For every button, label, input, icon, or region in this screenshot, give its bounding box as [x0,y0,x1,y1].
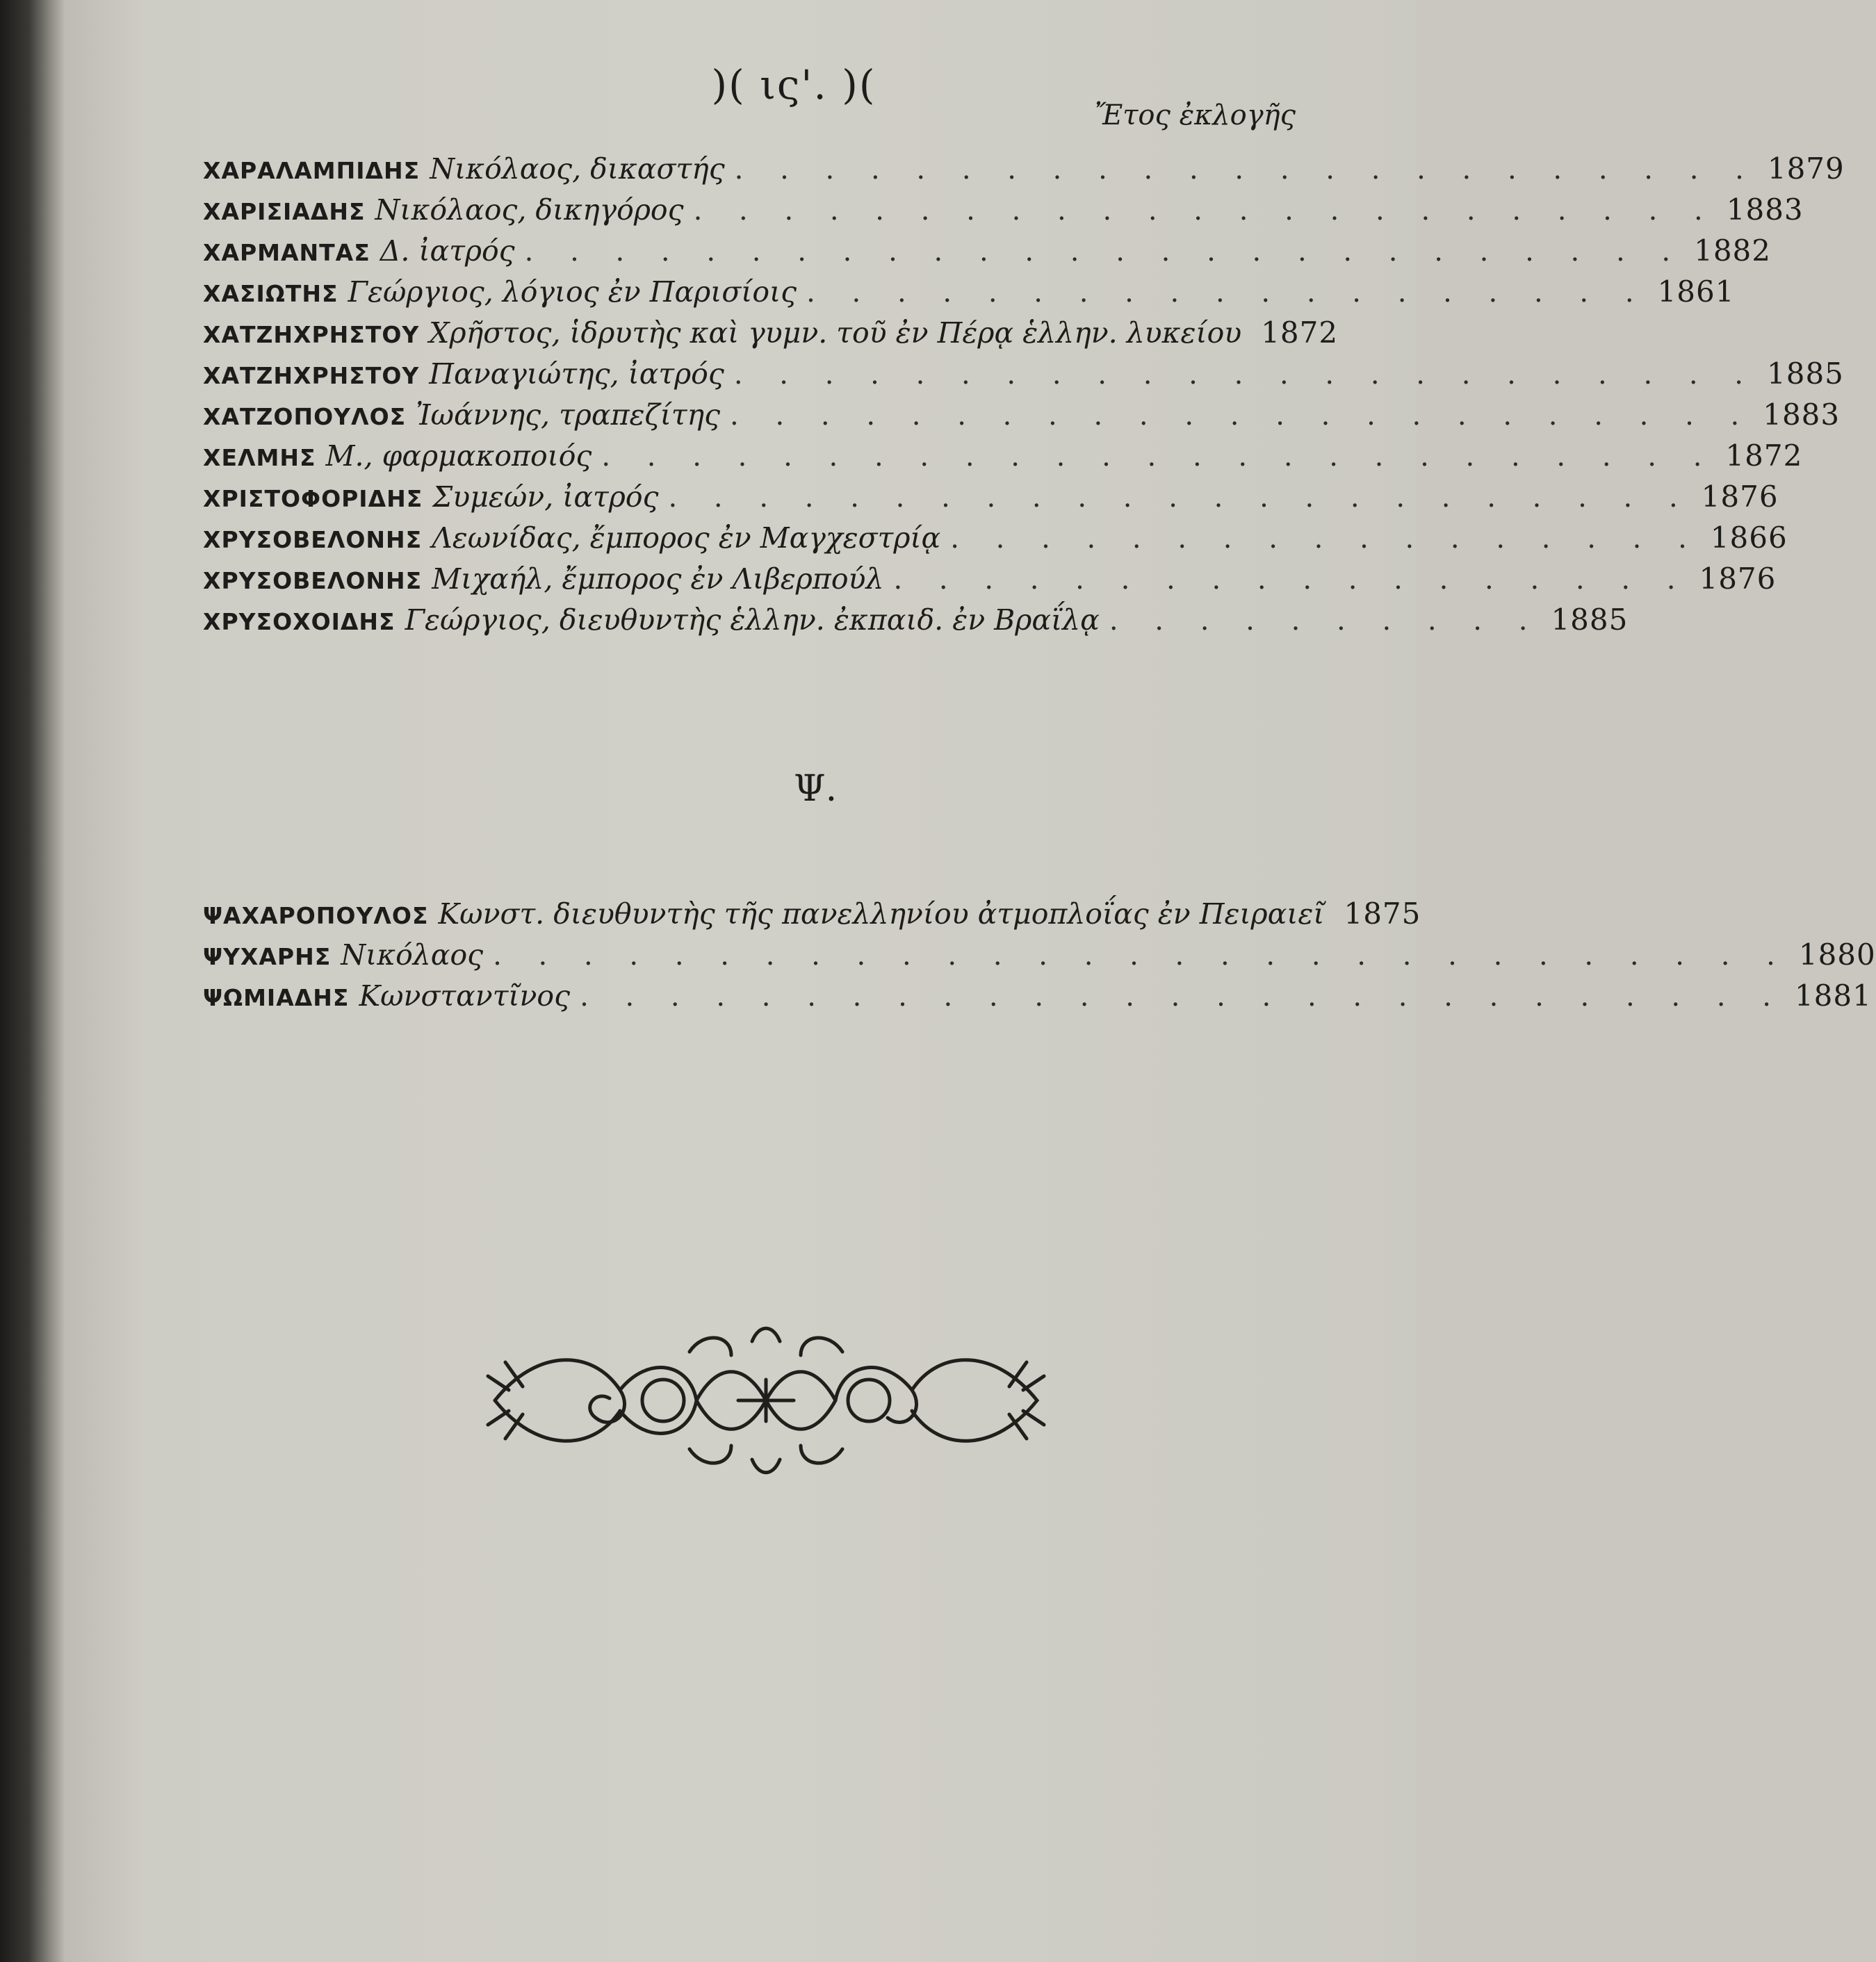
entry-surname: ΧΡΥΣΟΒΕΛΟΝΗΣ [203,567,423,594]
list-item [203,265,1735,309]
entry-surname: ΨΩΜΙΑΔΗΣ [203,984,350,1011]
entry-description: Ἰωάννης, τραπεζίτης [416,398,721,432]
entry-description: Κωνστ. διευθυντὴς τῆς πανελληνίου ἀτμοπλοΐας ἐν Πειραιεῖ [438,897,1325,931]
dot-leader: . . . . . . . . . . . . . . . . . . . . . . . [733,359,1758,391]
entry-surname: ΧΑΣΙΩΤΗΣ [203,280,339,307]
dot-leader: . . . . . . . . . . . . . . . . . . . . . . . [693,195,1717,227]
entry-surname: ΨΑΧΑΡΟΠΟΥΛΟΣ [203,902,429,929]
entry-surname: ΧΑΤΖΗΧΡΗΣΤΟΥ [203,362,420,389]
entry-year: 1881 [1794,979,1872,1013]
entry-surname: ΧΑΡΑΛΑΜΠΙΔΗΣ [203,157,421,184]
entry-year: 1872 [1261,316,1339,350]
list-item [203,512,1788,555]
dot-leader: . . . . . . . . . . . . . . . . . . . . . . . . . . . . . [493,940,1789,972]
year-column-header: Ἔτος ἐκλογῆς [1094,99,1296,131]
dot-leader: . . . . . . . . . . . . . . . . . . . [806,277,1648,309]
entry-surname: ΧΑΡΜΑΝΤΑΣ [203,239,370,266]
entry-year: 1883 [1763,398,1841,432]
entry-year: 1885 [1767,357,1844,391]
entry-description: Συμεών, ἰατρός [432,480,659,514]
entry-surname: ΧΡΙΣΤΟΦΟΡΙΔΗΣ [203,485,423,512]
list-item [203,888,1421,931]
dot-leader: . . . . . . . . . . . . . . . . . . . . . . . . . [601,441,1716,473]
list-item [203,970,1872,1013]
dot-leader: . . . . . . . . . . . . . . . . . . . . . . . [734,154,1758,186]
entry-surname: ΨΥΧΑΡΗΣ [203,943,332,970]
entry-description: Γεώργιος, λόγιος ἐν Παρισίοις [348,275,797,309]
entry-year: 1885 [1551,603,1629,637]
entry-description: Παναγιώτης, ἰατρός [429,357,724,391]
entry-year: 1882 [1694,234,1771,268]
entry-year: 1883 [1726,193,1804,227]
list-item [203,306,1339,350]
entry-year: 1876 [1701,480,1779,514]
entry-description: Νικόλαος, δικαστής [430,152,725,186]
entry-surname: ΧΡΥΣΟΧΟΙΔΗΣ [203,608,395,635]
list-item [203,389,1841,432]
dot-leader: . . . . . . . . . . . . . . . . . . . . . . . [668,482,1692,514]
book-spine-shadow [0,0,64,1962]
list-item [203,348,1844,391]
entry-surname: ΧΑΤΖΗΧΡΗΣΤΟΥ [203,321,420,348]
list-item [203,471,1779,514]
dot-leader: . . . . . . . . . . . . . . . . . . . . . . . . . . [524,236,1685,268]
list-item [203,183,1804,227]
entry-year: 1876 [1699,562,1777,596]
entry-surname: ΧΡΥΣΟΒΕΛΟΝΗΣ [203,526,423,553]
entry-year: 1861 [1657,275,1735,309]
entry-year: 1875 [1344,897,1421,931]
dot-leader: . . . . . . . . . . . . . . . . . . . . . . . [730,400,1754,432]
dot-leader: . . . . . . . . . . [1109,605,1542,637]
entry-description: Δ. ἰατρός [380,234,515,268]
entry-description: Γεώργιος, διευθυντὴς ἑλλην. ἐκπαιδ. ἐν Βραΐλᾳ [405,603,1100,637]
entry-year: 1879 [1767,152,1845,186]
list-item [203,929,1876,972]
entry-description: Λεωνίδας, ἔμπορος ἐν Μαγχεστρίᾳ [432,521,941,555]
entry-description: Χρῆστος, ἱδρυτὴς καὶ γυμν. τοῦ ἐν Πέρᾳ ἑλλην. λυκείου [429,316,1242,350]
entry-description: Νικόλαος [341,938,484,972]
list-item [203,553,1777,596]
entry-year: 1866 [1710,521,1788,555]
dot-leader: . . . . . . . . . . . . . . . . . [950,523,1701,555]
decorative-ornament-icon [481,1321,1051,1480]
entry-surname: ΧΑΡΙΣΙΑΔΗΣ [203,198,366,225]
entry-description: Μ., φαρμακοποιός [325,439,592,473]
page-number: )( ις'. )( [711,61,876,108]
dot-leader: . . . . . . . . . . . . . . . . . . . . . . . . . . . [580,981,1785,1013]
entry-surname: ΧΑΤΖΟΠΟΥΛΟΣ [203,403,407,430]
entry-surname: ΧΕΛΜΗΣ [203,444,316,471]
entry-year: 1872 [1725,439,1803,473]
list-item [203,142,1845,186]
section-heading-psi: Ψ. [794,768,838,810]
list-item [203,594,1629,637]
book-page [64,0,1876,1962]
list-item [203,224,1771,268]
entry-year: 1880 [1798,938,1876,972]
entry-description: Νικόλαος, δικηγόρος [375,193,684,227]
dot-leader: . . . . . . . . . . . . . . . . . . [893,564,1690,596]
entry-description: Μιχαήλ, ἔμπορος ἐν Λιβερπούλ [432,562,884,596]
entry-description: Κωνσταντῖνος [359,979,571,1013]
list-item [203,430,1803,473]
